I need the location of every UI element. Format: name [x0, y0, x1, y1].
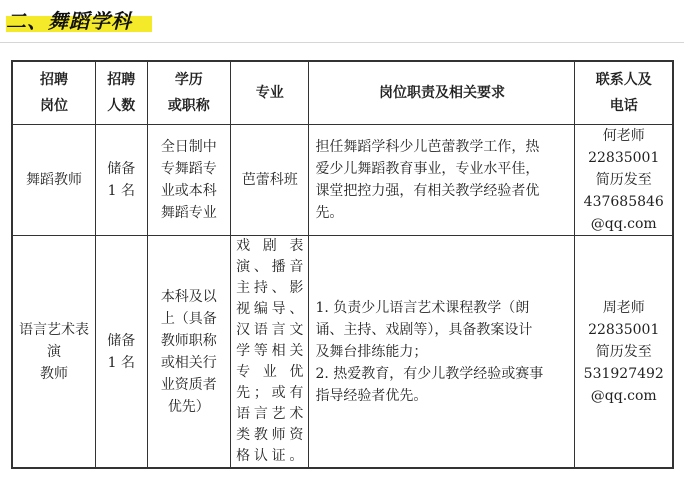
cell-education: 本科及以 上（具备 教师职称 或相关行 业资质者 优先） [147, 236, 231, 469]
heading-divider [0, 42, 684, 43]
header-education: 学历 或职称 [147, 61, 231, 125]
cell-major: 芭蕾科班 [231, 125, 309, 236]
cell-contact: 何老师 22835001 简历发至 437685846 @qq.com [575, 125, 673, 236]
table-row [12, 236, 673, 469]
table-row [12, 125, 673, 236]
header-contact: 联系人及 电话 [575, 61, 673, 125]
section-title: 二、舞蹈学科 [6, 8, 132, 33]
section-heading [6, 4, 132, 34]
cell-position: 语言艺术表演 教师 [12, 236, 96, 469]
cell-education: 全日制中 专舞蹈专 业或本科 舞蹈专业 [147, 125, 231, 236]
cell-count: 储备 1 名 [96, 125, 148, 236]
header-major: 专业 [231, 61, 309, 125]
cell-duties: 1. 负责少儿语言艺术课程教学（朗 诵、主持、戏剧等），具备教案设计 及舞台排练能力； 2. 热爱教育，有少儿教学经验或赛事 指导经验者优先。 [309, 236, 575, 469]
header-position: 招聘 岗位 [12, 61, 96, 125]
header-duties: 岗位职责及相关要求 [309, 61, 575, 125]
table-header-row [12, 61, 673, 125]
recruitment-table [11, 60, 674, 469]
cell-count: 储备 1 名 [96, 236, 148, 469]
cell-major: 戏剧表 演、播音 主持、影 视编导、 汉语言文 学等相关 专业优 先；或有 语言艺术 类教师资 格认证。 [231, 236, 309, 469]
cell-contact: 周老师 22835001 简历发至 531927492 @qq.com [575, 236, 673, 469]
cell-duties: 担任舞蹈学科少儿芭蕾教学工作，热 爱少儿舞蹈教育事业，专业水平佳， 课堂把控力强，有相关教学经验者优 先。 [309, 125, 575, 236]
header-count: 招聘 人数 [96, 61, 148, 125]
cell-position: 舞蹈教师 [12, 125, 96, 236]
